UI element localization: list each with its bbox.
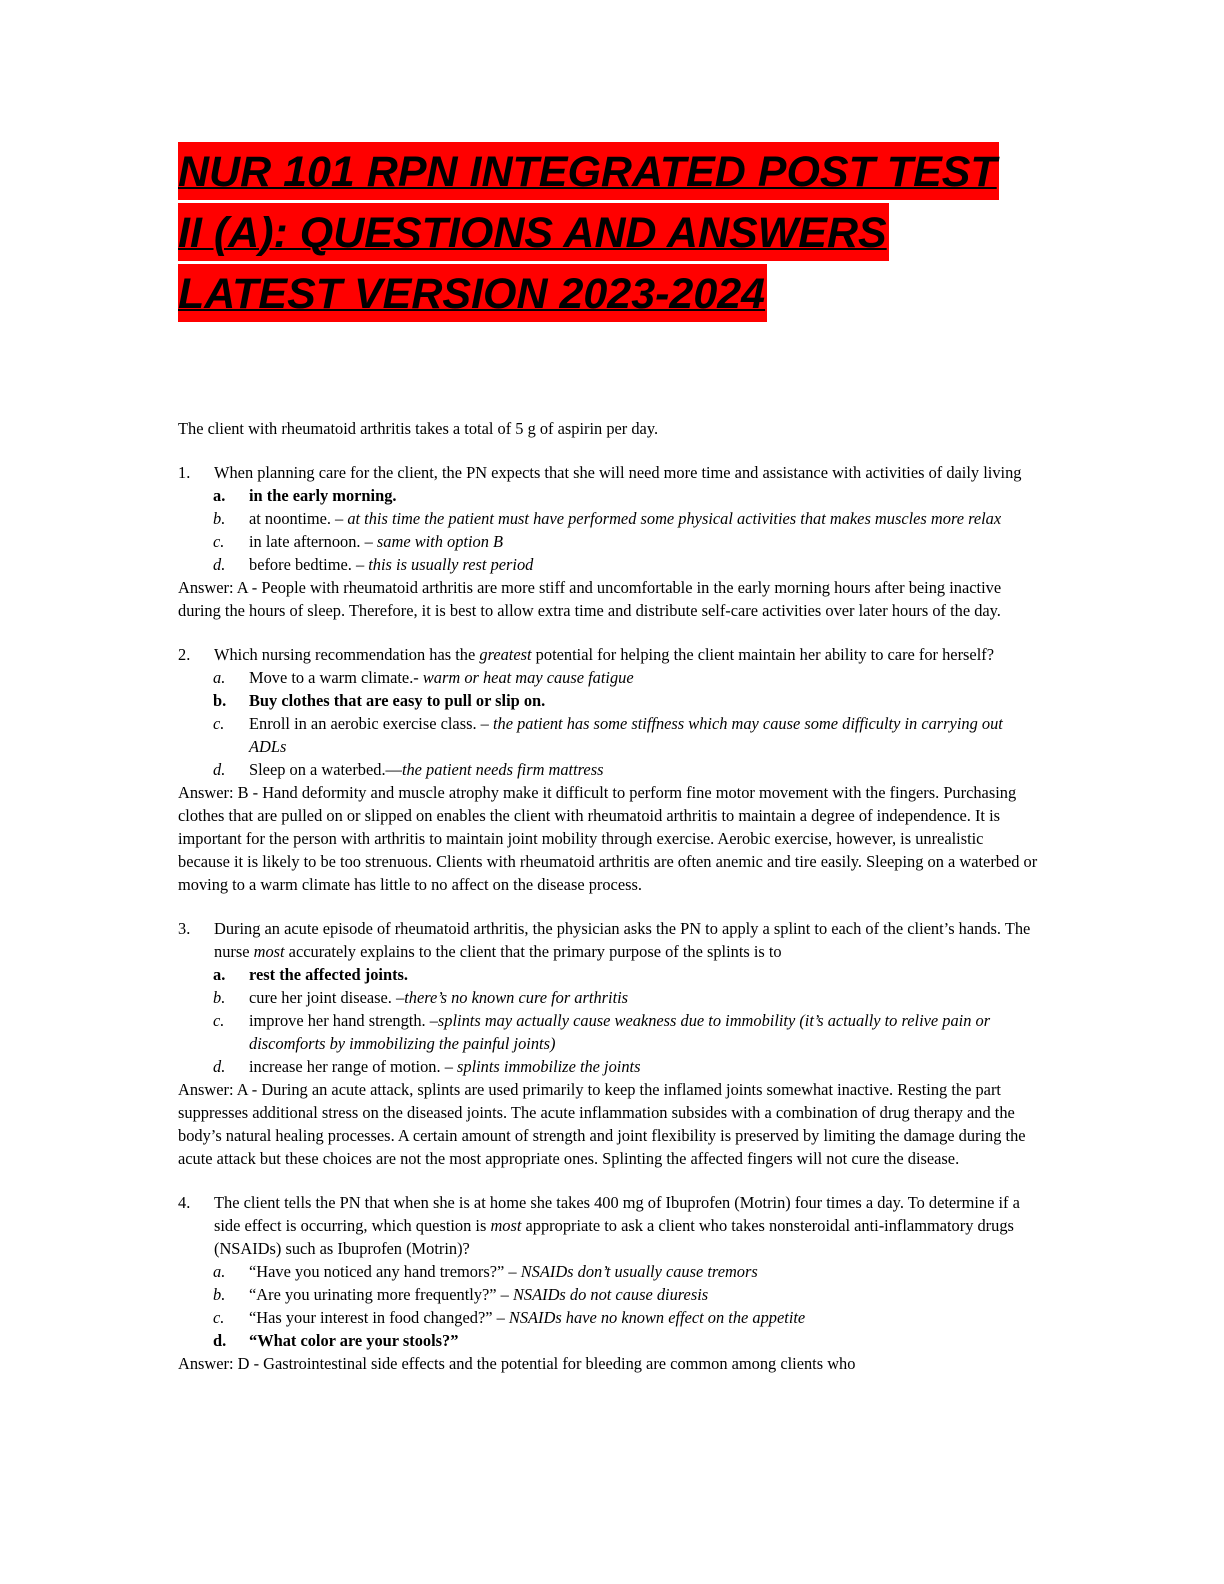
stem-emphasis: most [253,942,285,961]
stem-text-end: potential for helping the client maintain her ability to care for herself? [531,645,994,664]
option-c [178,712,1038,758]
question-stem [178,1191,1038,1260]
question-number: 1. [178,463,191,482]
option-rationale: splints immobilize the joints [457,1057,641,1076]
question-2 [178,643,1038,896]
stem-emphasis: greatest [479,645,532,664]
option-a-correct [178,963,1038,986]
option-rationale: this is usually rest period [368,555,534,574]
stem-text-end: appropriate to ask a client who takes nonsteroidal anti-inflammatory drugs (NSAIDs) such as Ibuprofen (Motrin)? [214,1216,1014,1258]
question-number: 2. [178,645,191,664]
option-rationale: warm or heat may cause fatigue [422,668,634,687]
answer-explanation: Answer: D - Gastrointestinal side effects and the potential for bleeding are common among clients who [178,1354,856,1373]
intro-paragraph: The client with rheumatoid arthritis takes a total of 5 g of aspirin per day. [178,419,659,438]
question-number: 4. [178,1193,191,1212]
question-4 [178,1191,1038,1375]
stem-emphasis: most [490,1216,522,1235]
option-letter: c. [213,714,225,733]
option-b [178,1283,1038,1306]
option-text: rest the affected joints. [249,965,409,984]
option-b [178,507,1038,530]
stem-text: Which nursing recommendation has the [214,645,480,664]
option-letter: d. [213,1331,227,1350]
question-stem [178,461,1038,484]
option-letter: c. [213,1308,225,1327]
option-letter: a. [213,1262,226,1281]
option-b-correct [178,689,1038,712]
answer-explanation: Answer: A - During an acute attack, splints are used primarily to keep the inflamed joints somewhat inactive. Resting the part suppresses additional stress on the diseased joints. The acute inflammation subsides with a combination of drug therapy and the body’s natural healing processes. A certain amount of strength and joint flexibility is preserved by limiting the damage during the acute attack but these choices are not the most appropriate ones. Splinting the affected fingers will not cure the disease. [178,1080,1026,1168]
question-stem [178,643,1038,666]
option-rationale: same with option B [376,532,504,551]
option-text: increase her range of motion. – [249,1057,457,1076]
option-letter: c. [213,1011,225,1030]
stem-text: During an acute episode of rheumatoid arthritis, the physician asks the PN to apply a splint to each of the client’s hands. The nurse [214,919,1031,961]
question-number: 3. [178,919,191,938]
option-c [178,1009,1038,1055]
question-3 [178,917,1038,1170]
option-text: at noontime. – [249,509,348,528]
option-text: Sleep on a waterbed.— [249,760,402,779]
question-1 [178,461,1038,622]
option-a [178,666,1038,689]
option-rationale: NSAIDs don’t usually cause tremors [520,1262,758,1281]
option-text: Move to a warm climate.- [249,668,423,687]
option-c [178,530,1038,553]
option-rationale: NSAIDs do not cause diuresis [512,1285,709,1304]
option-rationale: the patient needs firm mattress [401,760,604,779]
document-body [178,417,1038,1375]
option-rationale: NSAIDs have no known effect on the appetite [508,1308,806,1327]
option-rationale: at this time the patient must have performed some physical activities that makes muscles more relax [347,509,1002,528]
option-rationale: there’s no known cure for arthritis [404,988,629,1007]
answer-explanation: Answer: B - Hand deformity and muscle atrophy make it difficult to perform fine motor movement with the fingers. Purchasing clothes that are pulled on or slipped on enables the client with rheumatoid arthritis to maintain a degree of independence. It is important for the person with arthritis to maintain joint mobility through exercise. Aerobic exercise, however, is unrealistic because it is likely to be too strenuous. Clients with rheumatoid arthritis are often anemic and tire easily. Sleeping on a waterbed or moving to a warm climate has little to no affect on the disease process. [178,783,1038,894]
option-letter: b. [213,691,227,710]
option-text: Enroll in an aerobic exercise class. – [249,714,493,733]
option-d [178,1055,1038,1078]
option-text: in late afternoon. – [249,532,377,551]
option-text: “Have you noticed any hand tremors?” – [249,1262,521,1281]
stem-text: When planning care for the client, the PN expects that she will need more time and assistance with activities of daily living [214,463,1022,482]
option-letter: d. [213,760,226,779]
option-text: before bedtime. – [249,555,369,574]
question-stem [178,917,1038,963]
option-letter: d. [213,555,226,574]
option-letter: a. [213,668,226,687]
option-b [178,986,1038,1009]
option-rationale: the patient has some stiffness which may cause some difficulty in carrying out ADLs [249,714,1003,756]
option-d [178,758,1038,781]
option-letter: b. [213,509,226,528]
option-rationale: splints may actually cause weakness due to immobility (it’s actually to relive pain or discomforts by immobilizing the painful joints) [249,1011,991,1053]
option-text: in the early morning. [249,486,397,505]
option-text: cure her joint disease. – [249,988,405,1007]
option-letter: b. [213,988,226,1007]
option-text: “Are you urinating more frequently?” – [249,1285,513,1304]
option-letter: a. [213,486,226,505]
option-a-correct [178,484,1038,507]
option-letter: c. [213,532,225,551]
option-c [178,1306,1038,1329]
answer-explanation: Answer: A - People with rheumatoid arthritis are more stiff and uncomfortable in the early morning hours after being inactive during the hours of sleep. Therefore, it is best to allow extra time and distribute self-care activities over later hours of the day. [178,578,1002,620]
option-text: improve her hand strength. – [249,1011,438,1030]
option-letter: d. [213,1057,226,1076]
option-text: “Has your interest in food changed?” – [249,1308,509,1327]
option-a [178,1260,1038,1283]
option-letter: a. [213,965,226,984]
document-title [178,142,1018,325]
document-title-text: NUR 101 RPN INTEGRATED POST TEST II (A): QUESTIONS AND ANSWERS LATEST VERSION 2023-2024 [178,142,999,322]
stem-text: The client tells the PN that when she is at home she takes 400 mg of Ibuprofen (Motrin) four times a day. To determine if a side effect is occurring, which question is [214,1193,1020,1235]
stem-text-end: accurately explains to the client that the primary purpose of the splints is to [284,942,782,961]
option-letter: b. [213,1285,226,1304]
option-d-correct [178,1329,1038,1352]
option-text: “What color are your stools?” [249,1331,459,1350]
option-text: Buy clothes that are easy to pull or slip on. [249,691,546,710]
option-d [178,553,1038,576]
